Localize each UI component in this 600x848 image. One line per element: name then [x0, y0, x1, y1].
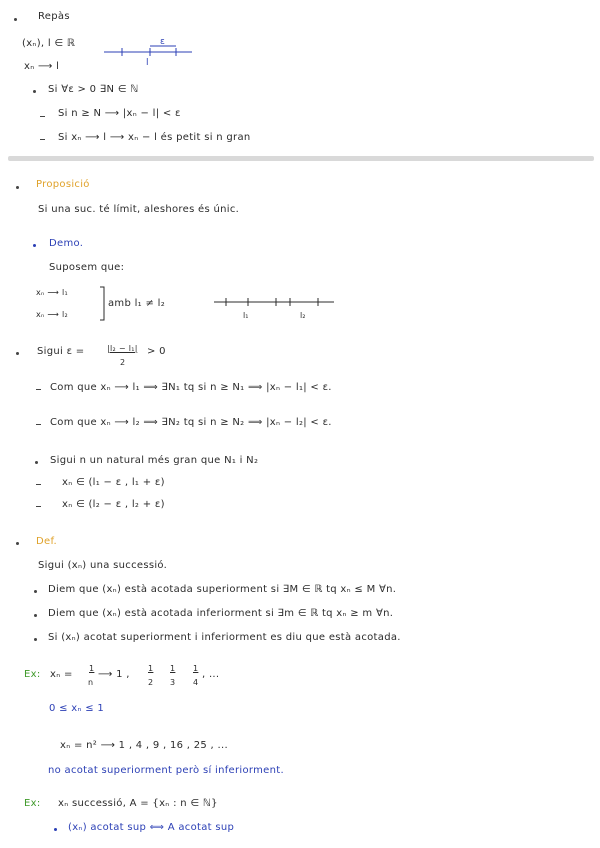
ex1-term3-den: 3: [170, 678, 176, 687]
ex1-seq-den: n: [88, 678, 94, 687]
def-intro: Sigui (xₙ) una successió.: [38, 560, 168, 571]
system-line-2: xₙ ⟶ l₂: [36, 310, 69, 319]
dash: [36, 506, 41, 507]
axis-l1: l₁: [243, 311, 249, 320]
dash: [40, 116, 45, 117]
section-title-proposicio: Proposició: [36, 179, 90, 190]
bullet: [34, 590, 37, 593]
ex1-dots: , ...: [202, 669, 220, 680]
com-que-2: Com que xₙ ⟶ l₂ ⟹ ∃N₂ tq si n ≥ N₂ ⟹ |xₙ − l₂| < ε.: [50, 417, 332, 428]
ex1-term3-num: 1: [170, 664, 176, 673]
bullet: [14, 18, 17, 21]
number-line-two-limits: [214, 294, 338, 324]
section-divider: [8, 156, 594, 161]
dash: [36, 389, 41, 390]
bullet: [33, 90, 36, 93]
ex1-term2-num: 1: [148, 664, 154, 673]
ex1-seq2: xₙ = n² ⟶ 1 , 4 , 9 , 16 , 25 , ...: [60, 740, 228, 751]
bullet: [33, 244, 36, 247]
dash: [36, 424, 41, 425]
system-line-1: xₙ ⟶ l₁: [36, 288, 69, 297]
def-bounded: Si (xₙ) acotat superiorment i inferiorment es diu que està acotada.: [48, 632, 401, 643]
demo-title: Demo.: [49, 238, 84, 249]
ex2-text: xₙ successió, A = {xₙ : n ∈ ℕ}: [58, 798, 218, 809]
epsilon-label: ε: [160, 37, 165, 47]
convergence-statement: xₙ ⟶ l: [24, 61, 60, 72]
def-lower-bounded: Diem que (xₙ) està acotada inferiorment si ∃m ∈ ℝ tq xₙ ≥ m ∀n.: [48, 608, 394, 619]
membership-2: xₙ ∈ (l₂ − ε , l₂ + ε): [62, 499, 165, 510]
com-que-1: Com que xₙ ⟶ l₁ ⟹ ∃N₁ tq si n ≥ N₁ ⟹ |xₙ − l₁| < ε.: [50, 382, 332, 393]
ex1-term4-num: 1: [193, 664, 199, 673]
ex1-term2-den: 2: [148, 678, 154, 687]
ex1-bound: 0 ≤ xₙ ≤ 1: [49, 703, 105, 714]
eps-denominator: 2: [120, 358, 126, 367]
eps-suffix: > 0: [147, 346, 166, 357]
membership-1: xₙ ∈ (l₁ − ε , l₁ + ε): [62, 477, 165, 488]
bullet: [54, 828, 57, 831]
bullet: [16, 542, 19, 545]
amb-condition: amb l₁ ≠ l₂: [108, 298, 166, 309]
suppose-text: Suposem que:: [49, 262, 125, 273]
bullet: [16, 352, 19, 355]
section-title-repas: Repàs: [38, 11, 70, 22]
sequence-def: (xₙ), l ∈ ℝ: [22, 38, 76, 49]
eps-numerator: |l₂ − l₁|: [107, 344, 138, 353]
repas-bullet-3: Si xₙ ⟶ l ⟶ xₙ − l és petit si n gran: [58, 132, 251, 143]
limit-label: l: [146, 58, 149, 68]
dash: [36, 484, 41, 485]
ex1-limit: ⟶ 1 ,: [98, 669, 130, 680]
repas-bullet-2: Si n ≥ N ⟶ |xₙ − l| < ε: [58, 108, 181, 119]
sigui-n: Sigui n un natural més gran que N₁ i N₂: [50, 455, 259, 466]
ex2-bullet: (xₙ) acotat sup ⟺ A acotat sup: [68, 822, 235, 833]
ex1-term4-den: 4: [193, 678, 199, 687]
ex1-seq-prefix: xₙ =: [50, 669, 73, 680]
example-label-2: Ex:: [24, 798, 41, 809]
proposition-statement: Si una suc. té límit, aleshores és únic.: [38, 204, 240, 215]
bullet: [16, 186, 19, 189]
ex1-seq-num: 1: [89, 664, 95, 673]
dash: [40, 139, 45, 140]
bullet: [34, 614, 37, 617]
bullet: [34, 638, 37, 641]
ex1-note2: no acotat superiorment però sí inferiorment.: [48, 765, 284, 776]
section-title-def: Def.: [36, 536, 58, 547]
def-upper-bounded: Diem que (xₙ) està acotada superiorment si ∃M ∈ ℝ tq xₙ ≤ M ∀n.: [48, 584, 397, 595]
axis-l2: l₂: [300, 311, 306, 320]
sigui-eps-prefix: Sigui ε =: [37, 346, 85, 357]
example-label-1: Ex:: [24, 669, 41, 680]
epsilon-neighbourhood-diagram: [104, 36, 194, 66]
bullet: [35, 461, 38, 464]
bracket: [99, 286, 107, 322]
repas-bullet-1: Si ∀ε > 0 ∃N ∈ ℕ: [48, 84, 139, 95]
